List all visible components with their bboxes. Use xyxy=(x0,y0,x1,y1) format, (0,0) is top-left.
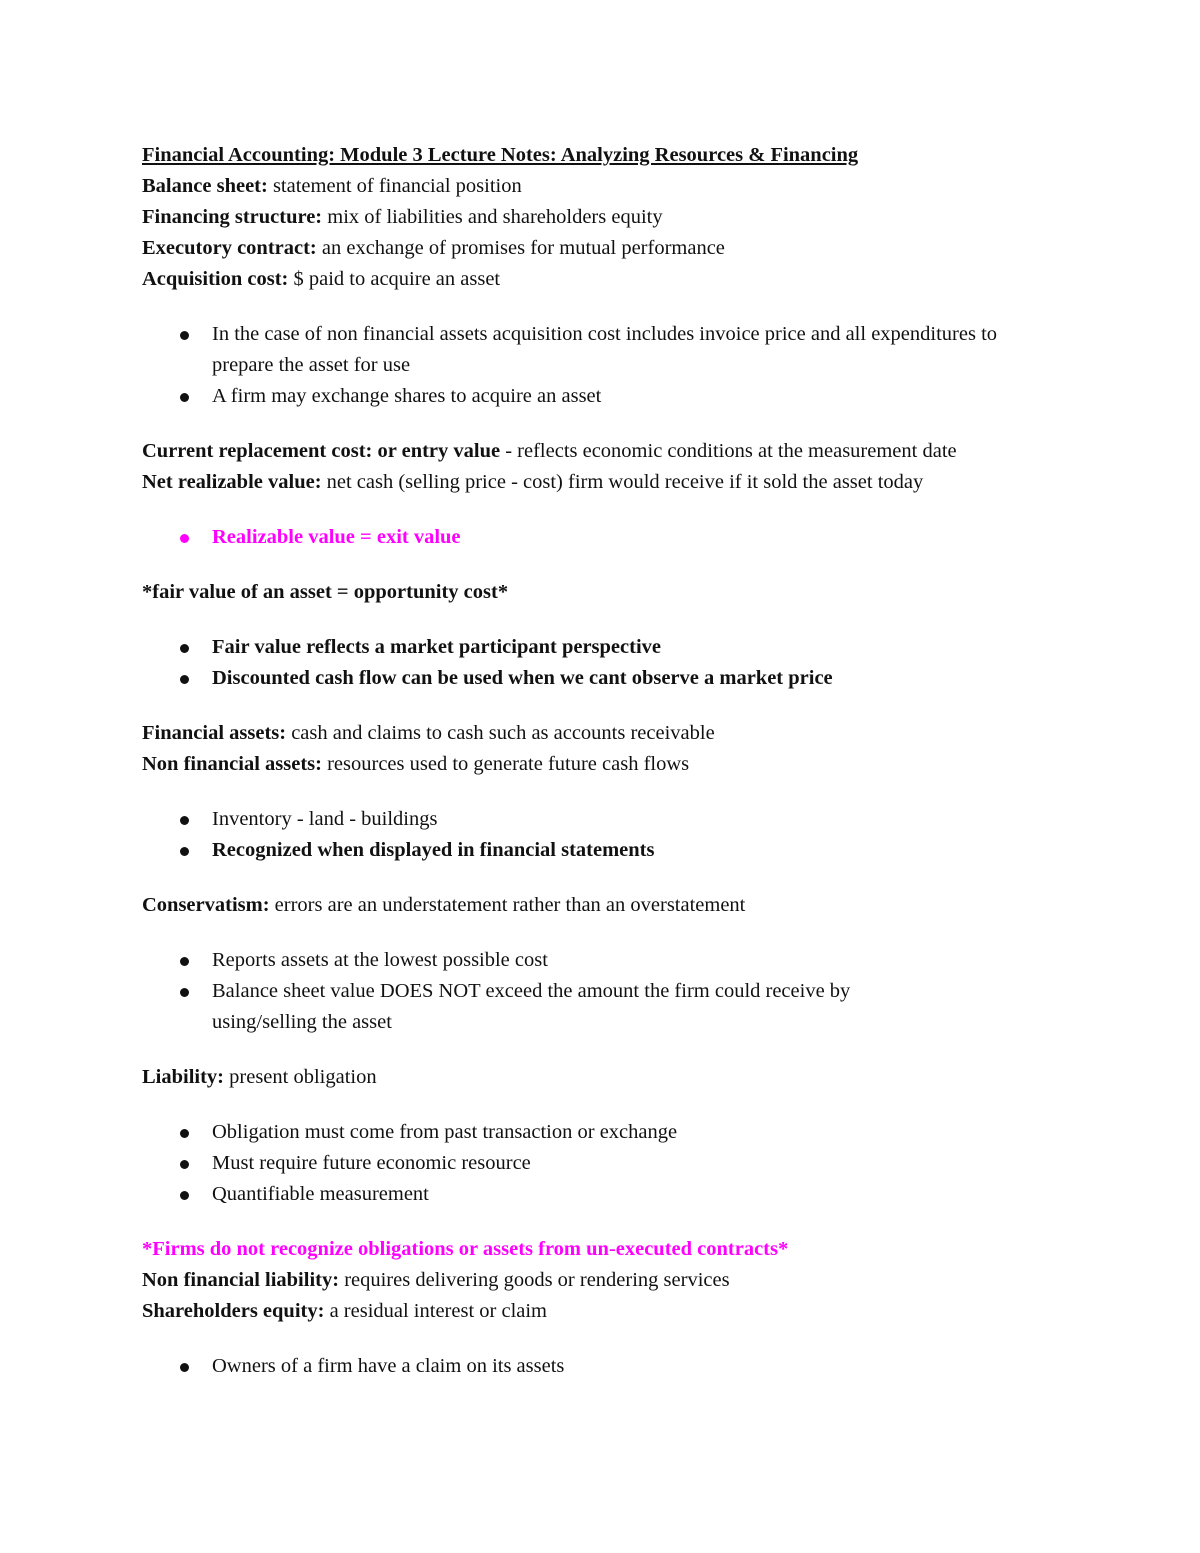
definition-text: - reflects economic conditions at the measurement date xyxy=(500,440,957,462)
list-item: Balance sheet value DOES NOT exceed the amount the firm could receive by using/selling the asset xyxy=(142,976,1062,1038)
bullet-icon xyxy=(180,393,189,402)
definition-non-financial-liability xyxy=(142,1265,1062,1296)
list-item: Must require future economic resource xyxy=(142,1148,1062,1179)
definition-text: requires delivering goods or rendering services xyxy=(339,1269,730,1291)
definition-text: net cash (selling price - cost) firm would receive if it sold the asset today xyxy=(321,471,924,493)
bullet-icon xyxy=(180,957,189,966)
definition-text: a residual interest or claim xyxy=(324,1300,548,1322)
fair-value-note: *fair value of an asset = opportunity cost* xyxy=(142,581,509,603)
definition-term: Balance sheet: xyxy=(142,175,268,197)
bullet-list-non-financial xyxy=(142,804,1062,866)
list-item: In the case of non financial assets acquisition cost includes invoice price and all expenditures to prepare the asset for use xyxy=(142,319,1062,381)
list-item: Realizable value = exit value xyxy=(142,522,1062,553)
bullet-icon xyxy=(180,675,189,684)
document-page xyxy=(142,140,1062,1382)
definition-term: Financing structure: xyxy=(142,206,323,228)
bullet-icon xyxy=(180,816,189,825)
bullet-list-fair-value xyxy=(142,632,1062,694)
definition-financing-structure xyxy=(142,202,1062,233)
definition-balance-sheet xyxy=(142,171,1062,202)
document-title: Financial Accounting: Module 3 Lecture Notes: Analyzing Resources & Financing xyxy=(142,144,859,166)
list-item: Obligation must come from past transaction or exchange xyxy=(142,1117,1062,1148)
list-item: Reports assets at the lowest possible cost xyxy=(142,945,1062,976)
bullet-icon xyxy=(180,331,189,340)
list-item: Quantifiable measurement xyxy=(142,1179,1062,1210)
definition-executory-contract xyxy=(142,233,1062,264)
bullet-icon xyxy=(180,988,189,997)
definition-conservatism xyxy=(142,890,1062,921)
contracts-note: *Firms do not recognize obligations or assets from un-executed contracts* xyxy=(142,1238,789,1260)
list-item: Owners of a firm have a claim on its assets xyxy=(142,1351,1062,1382)
definition-text: present obligation xyxy=(224,1066,377,1088)
list-item: Discounted cash flow can be used when we cant observe a market price xyxy=(142,663,1062,694)
list-item: A firm may exchange shares to acquire an asset xyxy=(142,381,1062,412)
definition-term: Liability: xyxy=(142,1066,225,1088)
list-item: Inventory - land - buildings xyxy=(142,804,1062,835)
definition-acquisition-cost xyxy=(142,264,1062,295)
bullet-list-equity xyxy=(142,1351,1062,1382)
definition-text: errors are an understatement rather than an overstatement xyxy=(269,894,746,916)
bullet-icon xyxy=(180,1160,189,1169)
bullet-icon xyxy=(180,847,189,856)
definition-text: resources used to generate future cash flows xyxy=(321,753,690,775)
bullet-list-liability xyxy=(142,1117,1062,1210)
definition-liability xyxy=(142,1062,1062,1093)
list-item: Fair value reflects a market participant perspective xyxy=(142,632,1062,663)
definition-current-replacement-cost xyxy=(142,436,1062,467)
bullet-icon xyxy=(180,534,189,543)
definition-text: mix of liabilities and shareholders equity xyxy=(322,206,663,228)
bullet-icon xyxy=(180,1191,189,1200)
definition-term: Non financial liability: xyxy=(142,1269,340,1291)
bullet-icon xyxy=(180,1129,189,1138)
definition-text: an exchange of promises for mutual performance xyxy=(316,237,725,259)
definition-term: Conservatism: xyxy=(142,894,270,916)
definition-term: Non financial assets: xyxy=(142,753,322,775)
definition-term: Executory contract: xyxy=(142,237,317,259)
definition-term: Net realizable value: xyxy=(142,471,322,493)
definition-term: Shareholders equity: xyxy=(142,1300,325,1322)
definition-term: Acquisition cost: xyxy=(142,268,289,290)
bullet-list-realizable xyxy=(142,522,1062,553)
definition-term: Financial assets: xyxy=(142,722,287,744)
bullet-list-conservatism xyxy=(142,945,1062,1038)
bullet-list-acquisition xyxy=(142,319,1062,412)
definition-shareholders-equity xyxy=(142,1296,1062,1327)
bullet-icon xyxy=(180,1363,189,1372)
definition-non-financial-assets xyxy=(142,749,1062,780)
bullet-icon xyxy=(180,644,189,653)
definition-financial-assets xyxy=(142,718,1062,749)
definition-net-realizable-value xyxy=(142,467,1062,498)
definition-text: $ paid to acquire an asset xyxy=(288,268,501,290)
definition-text: statement of financial position xyxy=(267,175,522,197)
list-item: Recognized when displayed in financial statements xyxy=(142,835,1062,866)
definition-term: Current replacement cost: or entry value xyxy=(142,440,501,462)
definition-text: cash and claims to cash such as accounts receivable xyxy=(286,722,715,744)
